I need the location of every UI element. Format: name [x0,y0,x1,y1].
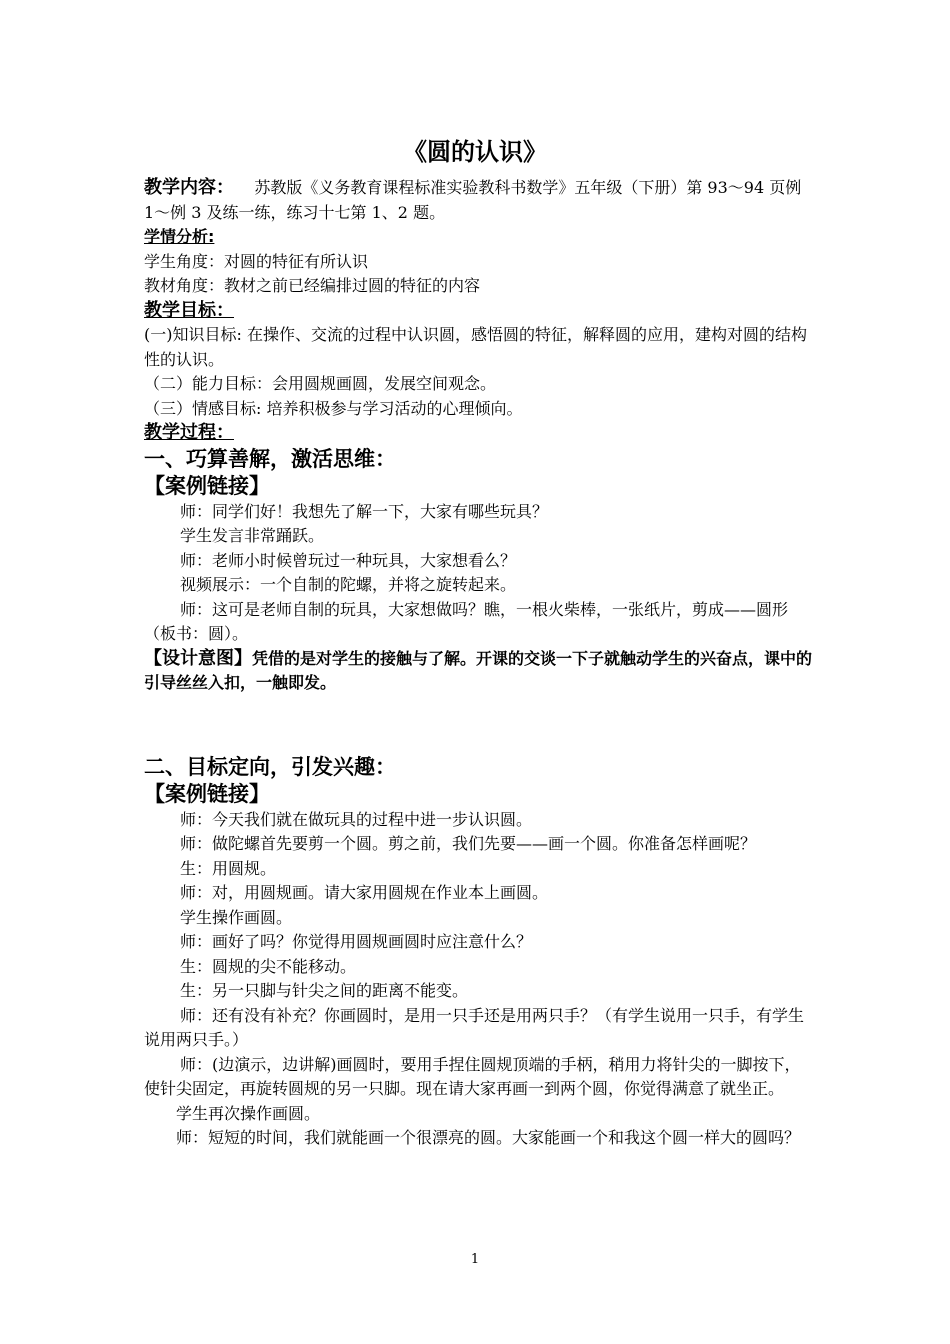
section-heading: 二、目标定向，引发兴趣： [144,754,396,779]
dialogue-line: 师：(边演示，边讲解)画圆时，要用手捏住圆规顶端的手柄，稍用力将针尖的一脚按下，使针尖固定，再旋转圆规的另一只脚。现在请大家再画一到两个圆，你觉得满意了就坐正。 [144,1054,801,1098]
design-intent-label: 【设计意图】 [144,647,252,669]
goal-line: （三）情感目标: 培养积极参与学习活动的心理倾向。 [144,398,523,418]
case-label: 【案例链接】 [144,473,270,498]
analysis-label: 学情分析: [144,227,215,246]
teaching-content [144,176,812,225]
dialogue-line: 师：对，用圆规画。请大家用圆规在作业本上画圆。 [180,883,549,902]
dialogue-line: 师：老师小时候曾玩过一种玩具，大家想看么？ [180,550,517,570]
dialogue-line: 学生发言非常踊跃。 [180,526,325,545]
dialogue-line: 师：今天我们就在做玩具的过程中进一步认识圆。 [180,809,533,829]
dialogue-line: 视频展示：一个自制的陀螺，并将之旋转起来。 [180,575,517,594]
dialogue-line: 师：画好了吗？你觉得用圆规画圆时应注意什么？ [180,932,533,951]
dialogue-line: 师：还有没有补充？你画圆时，是用一只手还是用两只手？（有学生说用一只手，有学生说用两只手。） [144,1005,805,1049]
section-heading: 一、巧算善解，激活思维： [144,446,396,471]
dialogue-line: 师：同学们好！我想先了解一下，大家有哪些玩具？ [180,501,549,521]
analysis-line: 学生角度：对圆的特征有所认识 [144,251,369,271]
dialogue-line: 学生操作画圆。 [180,907,293,927]
analysis-line: 教材角度：教材之前已经编排过圆的特征的内容 [144,276,481,295]
dialogue-line: 生：圆规的尖不能移动。 [180,956,357,976]
goals-label: 教学目标： [144,299,234,321]
goal-line: （二）能力目标：会用圆规画圆，发展空间观念。 [144,374,497,393]
document-title: 《圆的认识》 [403,138,547,166]
design-intent [144,647,812,696]
dialogue-line: 学生再次操作画圆。 [176,1103,321,1123]
case-label: 【案例链接】 [144,781,270,806]
dialogue-line: 生：另一只脚与针尖之间的距离不能变。 [180,981,469,1000]
dialogue-line: 生：用圆规。 [180,858,277,878]
document-body [144,176,812,1151]
process-label: 教学过程： [144,422,234,443]
page-number: 1 [470,1252,480,1267]
design-intent-text: 凭借的是对学生的接触与了解。开课的交谈一下子就触动学生的兴奋点，课中的引导丝丝入扣，一触即发。 [144,648,813,692]
dialogue-line: 师：短短的时间，我们就能画一个很漂亮的圆。大家能画一个和我这个圆一样大的圆吗？ [176,1128,801,1147]
dialogue-line: 师：这可是老师自制的玩具，大家想做吗？瞧，一根火柴棒，一张纸片，剪成——圆形（板书：圆）。 [144,599,789,643]
teaching-content-label: 教学内容： [144,177,234,198]
goal-line: (一)知识目标: 在操作、交流的过程中认识圆，感悟圆的特征，解释圆的应用，建构对圆的结构性的认识。 [144,325,807,369]
dialogue-line: 师：做陀螺首先要剪一个圆。剪之前，我们先要——画一个圆。你准备怎样画呢？ [180,834,757,853]
teaching-content-text: 苏教版《义务教育课程标准实验教科书数学》五年级（下册）第 93～94 页例 1～例 3 及练一练，练习十七第 1、2 题。 [144,178,802,222]
spacer [144,696,812,754]
